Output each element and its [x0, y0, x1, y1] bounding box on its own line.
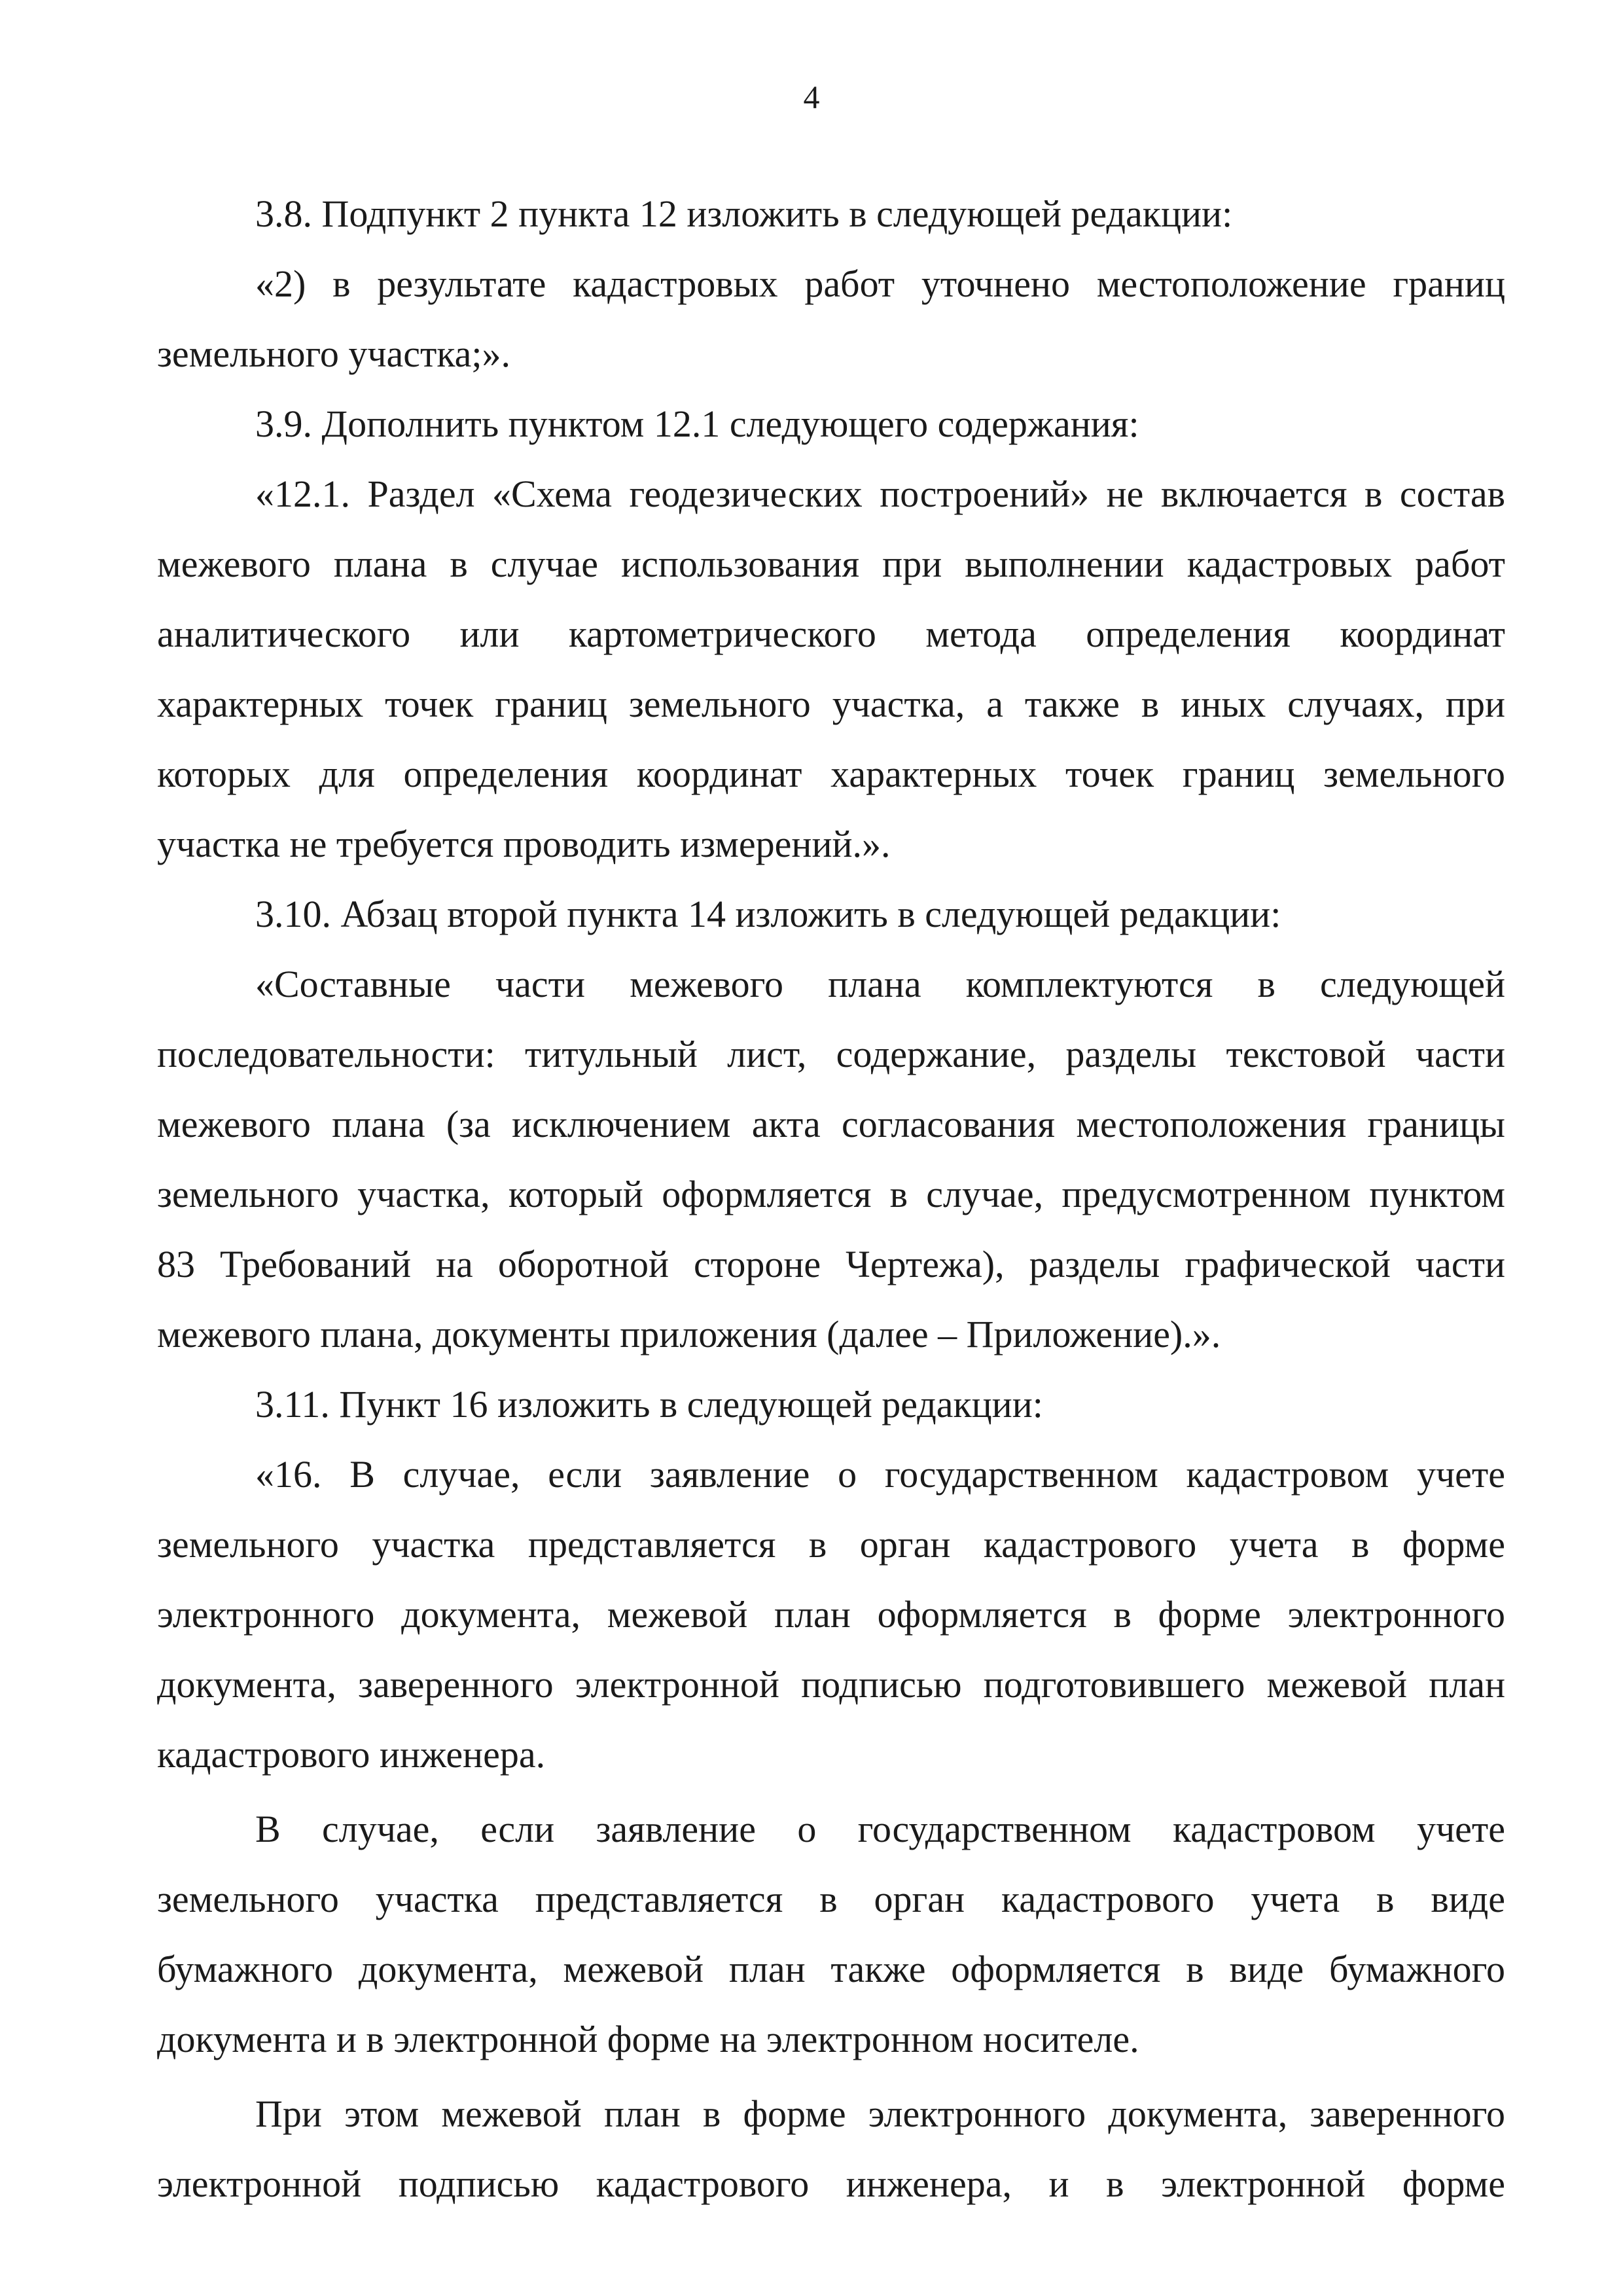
text-line: электронного документа, межевой план оформляется в форме электронного — [157, 1593, 1505, 1636]
text-line: 3.11. Пункт 16 изложить в следующей редакции: — [255, 1383, 1043, 1426]
text-line: которых для определения координат характерных точек границ земельного — [157, 753, 1505, 795]
text-line: документа и в электронной форме на электронном носителе. — [157, 2018, 1139, 2060]
text-line: характерных точек границ земельного участка, а также в иных случаях, при — [157, 683, 1505, 725]
text-line: земельного участка представляется в орган кадастрового учета в виде — [157, 1878, 1505, 1920]
text-line: При этом межевой план в форме электронного документа, заверенного — [255, 2092, 1505, 2135]
text-line: земельного участка, который оформляется в случае, предусмотренном пунктом — [157, 1173, 1505, 1215]
text-line: последовательности: титульный лист, содержание, разделы текстовой части — [157, 1033, 1505, 1075]
text-line: 3.8. Подпункт 2 пункта 12 изложить в следующей редакции: — [255, 192, 1233, 235]
text-line: земельного участка;». — [157, 332, 511, 375]
text-line: «16. В случае, если заявление о государственном кадастровом учете — [255, 1453, 1505, 1496]
text-line: земельного участка представляется в орган кадастрового учета в форме — [157, 1523, 1505, 1566]
text-line: электронной подписью кадастрового инженера, и в электронной форме — [157, 2162, 1505, 2205]
text-line: участка не требуется проводить измерений.». — [157, 823, 891, 865]
text-line: бумажного документа, межевой план также оформляется в виде бумажного — [157, 1948, 1505, 1990]
text-line: «12.1. Раздел «Схема геодезических построений» не включается в состав — [255, 473, 1505, 515]
text-line: межевого плана, документы приложения (далее – Приложение).». — [157, 1313, 1221, 1355]
text-line: В случае, если заявление о государственном кадастровом учете — [255, 1808, 1505, 1850]
text-line: аналитического или картометрического метода определения координат — [157, 613, 1505, 655]
text-line: 83 Требований на оборотной стороне Чертежа), разделы графической части — [157, 1243, 1505, 1285]
text-line: 3.9. Дополнить пунктом 12.1 следующего содержания: — [255, 403, 1139, 445]
text-line: «Составные части межевого плана комплектуются в следующей — [255, 963, 1505, 1005]
text-line: документа, заверенного электронной подписью подготовившего межевой план — [157, 1663, 1505, 1706]
text-line: «2) в результате кадастровых работ уточнено местоположение границ — [255, 262, 1505, 305]
text-line: межевого плана в случае использования при выполнении кадастровых работ — [157, 543, 1505, 585]
text-line: 3.10. Абзац второй пункта 14 изложить в следующей редакции: — [255, 893, 1281, 935]
page-number: 4 — [803, 79, 820, 115]
text-line: межевого плана (за исключением акта согласования местоположения границы — [157, 1103, 1505, 1145]
text-line: кадастрового инженера. — [157, 1733, 546, 1776]
